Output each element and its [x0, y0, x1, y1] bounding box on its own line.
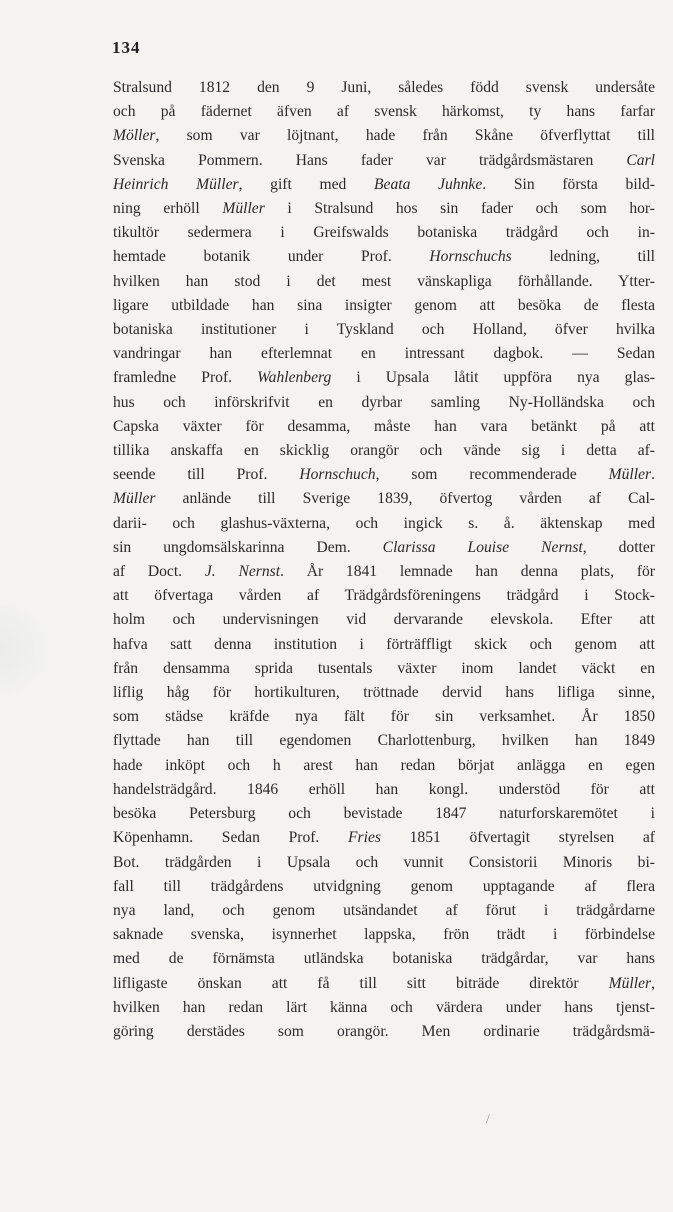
text-segment: hvilken han redan lärt känna och värdera under hans tjenst- — [113, 998, 655, 1016]
text-line — [113, 245, 655, 269]
text-line — [113, 996, 655, 1020]
text-line — [113, 657, 655, 681]
page-number: 134 — [112, 38, 141, 57]
text-line — [113, 149, 655, 173]
italic-name: Carl — [626, 151, 655, 169]
text-line — [113, 318, 655, 342]
italic-name: Müller — [608, 974, 652, 992]
text-segment: fall till trädgårdens utvidgning genom upptagande af flera — [113, 877, 655, 895]
body-text — [113, 76, 655, 1044]
text-line — [113, 972, 655, 996]
text-segment: ledning, till — [511, 248, 655, 266]
text-line — [113, 826, 655, 850]
text-segment: 1851 öfvertagit styrelsen af — [380, 829, 655, 847]
text-line — [113, 560, 655, 584]
text-segment: . År 1841 lemnade han denna plats, för — [280, 563, 655, 581]
italic-name: J. Nernst — [204, 563, 281, 581]
text-line — [113, 173, 655, 197]
text-line — [113, 487, 655, 511]
text-segment: vandringar han efterlemnat en intressant dagbok. — Sedan — [113, 345, 655, 363]
text-segment: Svenska Pommern. Hans fader var trädgårdsmästaren — [113, 151, 627, 169]
text-segment: , som recommenderade — [375, 466, 609, 484]
italic-name: Heinrich Müller — [113, 175, 239, 193]
text-segment: ligare utbildade han sina insigter genom att besöka de flesta — [113, 296, 655, 314]
text-line — [113, 439, 655, 463]
text-line — [113, 754, 655, 778]
text-line — [113, 197, 655, 221]
text-segment: botaniska institutioner i Tyskland och Holland, öfver hvilka — [113, 321, 655, 339]
library-stamp-faint — [0, 605, 44, 695]
text-segment: hemtade botanik under Prof. — [113, 248, 430, 266]
text-segment: handelsträdgård. 1846 erhöll han kongl. understöd för att — [113, 780, 655, 798]
text-line — [113, 802, 655, 826]
text-segment: hade inköpt och h arest han redan börjat anlägga en egen — [113, 756, 655, 774]
text-segment: från densamma sprida tusentals växter inom landet väckt en — [113, 659, 655, 677]
text-line — [113, 463, 655, 487]
text-segment: göring derstädes som orangör. Men ordinarie trädgårdsmä- — [113, 1022, 655, 1040]
text-segment: anlände till Sverige 1839, öfvertog vården af Cal- — [155, 490, 655, 508]
text-line — [113, 923, 655, 947]
text-line — [113, 391, 655, 415]
italic-name: Hornschuch — [299, 466, 376, 484]
italic-name: Müller — [113, 490, 156, 508]
text-line — [113, 294, 655, 318]
text-segment: af Doct. — [113, 563, 205, 581]
text-segment: med de förnämsta utländska botaniska trädgårdar, var hans — [113, 950, 655, 968]
text-segment: . — [651, 466, 655, 484]
text-line — [113, 342, 655, 366]
italic-name: Beata Juhnke — [374, 175, 483, 193]
text-line — [113, 851, 655, 875]
italic-name: Hornschuchs — [429, 248, 512, 266]
text-segment: , gift med — [238, 175, 375, 193]
text-line — [113, 778, 655, 802]
text-line — [113, 608, 655, 632]
text-segment: hus och införskrifvit en dyrbar samling Ny-Holländska och — [113, 393, 655, 411]
text-line — [113, 899, 655, 923]
text-segment: lifligaste önskan att få till sitt biträde direktör — [113, 974, 609, 992]
text-line — [113, 633, 655, 657]
text-line — [113, 584, 655, 608]
text-segment: flyttade han till egendomen Charlottenburg, hvilken han 1849 — [113, 732, 655, 750]
text-segment: ning erhöll — [113, 200, 223, 218]
text-line — [113, 124, 655, 148]
text-segment: nya land, och genom utsändandet af förut i trädgårdarne — [113, 901, 655, 919]
text-line — [113, 221, 655, 245]
text-segment: framledne Prof. — [113, 369, 258, 387]
text-segment: Capska växter för desamma, måste han vara betänkt på att — [113, 417, 655, 435]
text-segment: i Upsala låtit uppföra nya glas- — [331, 369, 655, 387]
italic-name: Clarissa Louise Nernst — [382, 538, 583, 556]
text-segment: , dotter — [582, 538, 655, 556]
italic-name: Müller — [222, 200, 265, 218]
text-segment: , — [651, 974, 655, 992]
text-segment: , som var löjtnant, hade från Skåne öfverflyttat till — [155, 127, 655, 145]
text-segment: sin ungdomsälskarinna Dem. — [113, 538, 383, 556]
text-line — [113, 875, 655, 899]
text-segment: besöka Petersburg och bevistade 1847 naturforskaremötet i — [113, 805, 655, 823]
text-segment: Köpenhamn. Sedan Prof. — [113, 829, 349, 847]
text-segment: i Stralsund hos sin fader och som hor- — [264, 200, 655, 218]
text-segment: att öfvertaga vården af Trädgårdsföreningens trädgård i Stock- — [113, 587, 655, 605]
text-segment: darii- och glashus-växterna, och ingick s. å. äktenskap med — [113, 514, 655, 532]
text-segment: Stralsund 1812 den 9 Juni, således född svensk undersåte — [113, 79, 655, 96]
text-line — [113, 1020, 655, 1044]
text-segment: tikultör sedermera i Greifswalds botaniska trädgård och in- — [113, 224, 655, 242]
text-line — [113, 536, 655, 560]
text-line — [113, 100, 655, 124]
text-segment: hvilken han stod i det mest vänskapliga förhållande. Ytter- — [113, 272, 655, 290]
text-line — [113, 512, 655, 536]
text-segment: . Sin första bild- — [482, 175, 655, 193]
text-line — [113, 729, 655, 753]
text-line — [113, 366, 655, 390]
text-line — [113, 270, 655, 294]
text-line — [113, 415, 655, 439]
text-line — [113, 76, 655, 100]
text-line — [113, 705, 655, 729]
italic-name: Möller — [113, 127, 156, 145]
text-segment: Bot. trädgården i Upsala och vunnit Consistorii Minoris bi- — [113, 853, 655, 871]
text-line — [113, 947, 655, 971]
text-segment: som städse kräfde nya fält för sin verksamhet. År 1850 — [113, 708, 655, 726]
text-segment: holm och undervisningen vid dervarande elevskola. Efter att — [113, 611, 655, 629]
text-segment: saknade svenska, isynnerhet lappska, frön trädt i förbindelse — [113, 926, 655, 944]
text-segment: hafva satt denna institution i förträffligt skick och genom att — [113, 635, 655, 653]
text-segment: liflig håg för hortikulturen, tröttnade dervid hans lifliga sinne, — [113, 684, 655, 702]
text-segment: och på fädernet äfven af svensk härkomst, ty hans farfar — [113, 103, 655, 121]
italic-name: Müller — [608, 466, 652, 484]
text-line — [113, 681, 655, 705]
text-segment: seende till Prof. — [113, 466, 300, 484]
italic-name: Wahlenberg — [257, 369, 332, 387]
text-segment: tillika anskaffa en skicklig orangör och vände sig i detta af- — [113, 442, 655, 460]
stray-mark: / — [486, 1112, 490, 1127]
italic-name: Fries — [348, 829, 381, 847]
